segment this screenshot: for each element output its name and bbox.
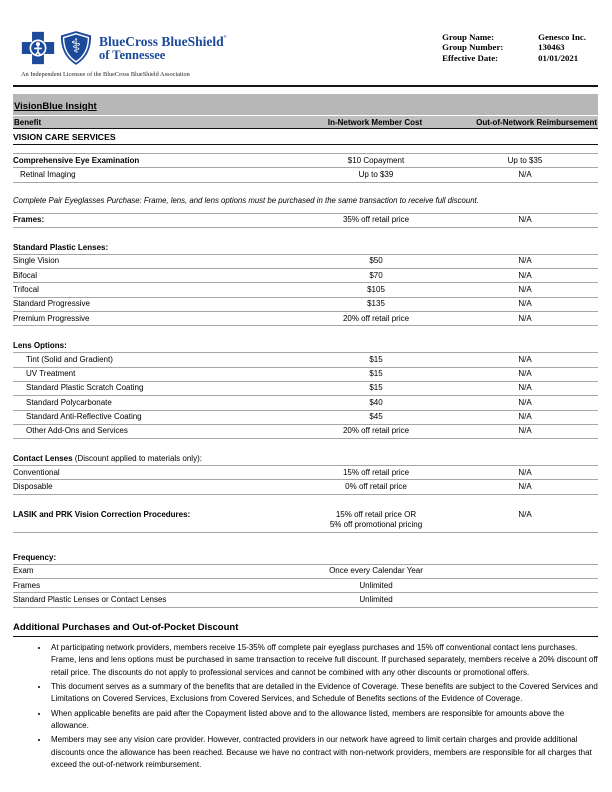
table-row-standard-progressive: Standard Progressive $135 N/A — [13, 298, 598, 312]
table-row-freq-lenses: Standard Plastic Lenses or Contact Lenses Unlimited — [13, 593, 598, 607]
footer-bullet: • This document serves as a summary of the benefits that are detailed in the Evidence of Coverage. These benefits are subject to the Covered Services and Limitations on Covered Services, Exclusions from Covered Services, and Schedule of Benefits sections of the Evidence of Coverage. — [49, 681, 598, 706]
column-in-network: In-Network Member Cost — [327, 118, 423, 127]
group-number-row — [442, 42, 586, 52]
table-row-polycarbonate: Standard Polycarbonate $40 N/A — [13, 396, 598, 410]
standard-plastic-lenses-header: Standard Plastic Lenses: — [13, 240, 598, 255]
group-info — [442, 32, 586, 63]
table-row-conventional: Conventional 15% off retail price N/A — [13, 466, 598, 480]
additional-purchases-heading: Additional Purchases and Out-of-Pocket Discount — [13, 622, 598, 637]
group-name-row — [442, 32, 586, 42]
table-row-frames: Frames: 35% off retail price N/A — [13, 214, 598, 228]
table-row-retinal-imaging: Retinal Imaging Up to $39 N/A — [13, 168, 598, 182]
header-divider — [13, 85, 598, 87]
table-row-scratch-coating: Standard Plastic Scratch Coating $15 N/A — [13, 382, 598, 396]
bluecross-cross-icon — [21, 31, 55, 65]
effective-date-row — [442, 53, 586, 63]
table-row-bifocal: Bifocal $70 N/A — [13, 269, 598, 283]
effective-date-label: Effective Date: — [442, 52, 499, 63]
group-name-label: Group Name: — [442, 32, 494, 42]
page-header — [13, 30, 598, 78]
table-row-lasik: LASIK and PRK Vision Correction Procedures: 15% off retail price OR 5% off promotional pricing N/A — [13, 509, 598, 533]
table-row-disposable: Disposable 0% off retail price N/A — [13, 480, 598, 494]
table-row-single-vision: Single Vision $50 N/A — [13, 255, 598, 269]
footer-bullet: • Members may see any vision care provider. However, contracted providers in our network have agreed to limit certain charges and provide additional discounts once the allowance has been reached. Because we have no contract with non-network providers, members are responsible for all charges that exceed the out-of-network reimbursement. — [49, 734, 598, 771]
brand-tagline: An Independent Licensee of the BlueCross BlueShield Association — [21, 71, 190, 78]
lens-options-group — [13, 338, 598, 439]
contact-lenses-group — [13, 451, 598, 495]
table-row-premium-progressive: Premium Progressive 20% off retail price N/A — [13, 312, 598, 326]
svg-text:⚕: ⚕ — [70, 34, 82, 58]
table-row-anti-reflective: Standard Anti-Reflective Coating $45 N/A — [13, 411, 598, 425]
complete-pair-note: Complete Pair Eyeglasses Purchase: Frame, lens, and lens options must be purchased in the same transaction to receive full discount. — [13, 195, 479, 205]
table-row-freq-exam: Exam Once every Calendar Year — [13, 565, 598, 579]
section-vision-care-services: VISION CARE SERVICES — [13, 129, 598, 145]
footer-bullet: • At participating network providers, members receive 15-35% off complete pair eyeglass purchases and 15% off conventional contact lens purchases. Frame, lens and lens options must be purchased in same transaction to receive full discount. If purchased separately, members receive a 20% discount off retail price. The discounts do not apply to professional services and cannot be combined with any other discounts or promotional offers. — [49, 642, 598, 679]
column-out-of-network: Out-of-Network Reimbursement — [476, 118, 597, 127]
table-row-freq-frames: Frames Unlimited — [13, 579, 598, 593]
standard-plastic-lenses-group — [13, 240, 598, 326]
footer-bullet: • When applicable benefits are paid after the Copayment listed above and to the allowance listed, members are responsible for amounts above the allowance. — [49, 708, 598, 733]
group-number-value: 130463 — [538, 42, 565, 53]
plan-title-bar — [13, 94, 598, 115]
contact-lenses-header: Contact Lenses (Discount applied to materials only): — [13, 451, 598, 466]
table-row-tint: Tint (Solid and Gradient) $15 N/A — [13, 353, 598, 367]
frequency-header: Frequency: — [13, 550, 598, 565]
brand-block — [13, 30, 227, 78]
group-name-value: Genesco Inc. — [538, 32, 586, 42]
effective-date-value: 01/01/2021 — [538, 52, 579, 63]
table-row-other-addons: Other Add-Ons and Services 20% off retail price N/A — [13, 425, 598, 439]
blueshield-shield-icon — [60, 30, 92, 66]
frames-group — [13, 213, 598, 228]
column-benefit: Benefit — [14, 118, 42, 127]
column-header-bar — [13, 116, 598, 129]
exam-group — [13, 153, 598, 183]
lens-options-header: Lens Options: — [13, 338, 598, 353]
brand-name: BlueCross BlueShield® of Tennessee — [99, 33, 227, 62]
plan-title: VisionBlue Insight — [14, 101, 97, 112]
table-row-uv-treatment: UV Treatment $15 N/A — [13, 368, 598, 382]
footer-bullet-list — [49, 642, 598, 772]
frequency-group — [13, 550, 598, 608]
lasik-group — [13, 509, 598, 533]
table-row-trifocal: Trifocal $105 N/A — [13, 283, 598, 297]
table-row-eye-exam: Comprehensive Eye Examination $10 Copayment Up to $35 — [13, 154, 598, 168]
group-number-label: Group Number: — [442, 42, 504, 53]
